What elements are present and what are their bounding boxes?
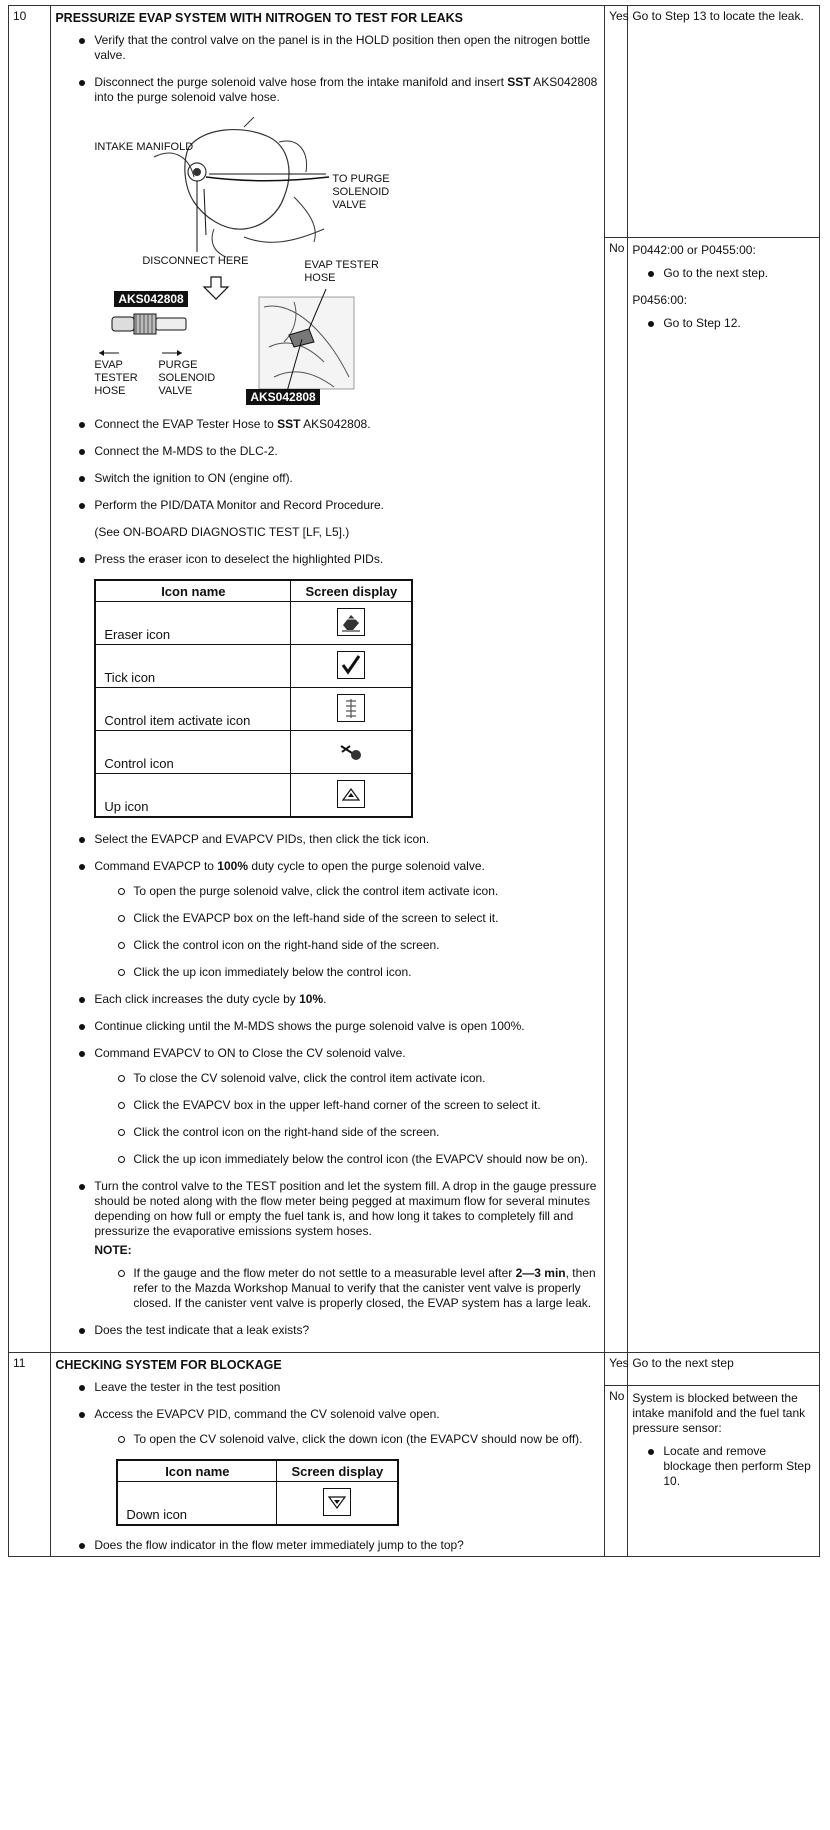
tick-icon	[337, 651, 365, 679]
label-evap-tester-hose-small: EVAP TESTER HOSE	[94, 359, 138, 397]
list-item: Turn the control valve to the TEST position and let the system fill. A drop in the gauge pressure should be noted along with the flow meter being pegged at maximum flow for several minutes depending on how full or empty the fuel tank is, and how long it takes to completely fill and pressurize the evaporative emissions system hoses. NOTE: If the gauge and the flow meter do not settle to a measurable level after 2—3 min, then refer to the Mazda Workshop Manual to verify that the canister vent valve is properly closed. If the canister vent valve is properly closed, the EVAP system has a large leak.	[77, 1179, 600, 1311]
step-10-list-c	[55, 552, 600, 567]
icon-name: Control item activate icon	[95, 688, 291, 731]
note-label: NOTE:	[94, 1243, 132, 1257]
icon-table-header-name: Icon name	[95, 580, 291, 602]
yes-result: Go to Step 13 to locate the leak.	[628, 6, 820, 238]
list-item: Select the EVAPCP and EVAPCV PIDs, then click the tick icon.	[77, 832, 600, 847]
list-item: Each click increases the duty cycle by 10%.	[77, 992, 600, 1007]
down-icon	[323, 1488, 351, 1516]
table-row	[95, 774, 412, 818]
icon-name: Control icon	[95, 731, 291, 774]
list-item: Connect the M-MDS to the DLC-2.	[77, 444, 600, 459]
icon-name: Up icon	[95, 774, 291, 818]
icon-table	[94, 579, 413, 818]
list-item: Access the EVAPCV PID, command the CV solenoid valve open. To open the CV solenoid valve, click the down icon (the EVAPCV should now be off). Icon name Screen display Down icon	[77, 1407, 600, 1526]
list-item: Locate and remove blockage then perform Step 10.	[646, 1444, 815, 1489]
table-row	[95, 731, 412, 774]
label-to-purge-valve: TO PURGE SOLENOID VALVE	[332, 173, 390, 211]
no-label: No	[605, 238, 628, 1353]
up-icon	[337, 780, 365, 808]
step-10-row-yes	[9, 6, 820, 238]
cp-sub-list	[94, 884, 600, 980]
sst-installation-figure	[94, 117, 600, 411]
no-code-1: P0442:00 or P0455:00:	[632, 243, 756, 257]
yes-result: Go to the next step	[628, 1353, 820, 1386]
list-item: Switch the ignition to ON (engine off).	[77, 471, 600, 486]
list-item: Verify that the control valve on the panel is in the HOLD position then open the nitrogen bottle valve.	[77, 33, 600, 63]
sub-list-item: If the gauge and the flow meter do not settle to a measurable level after 2—3 min, then refer to the Mazda Workshop Manual to verify that the canister vent valve is properly closed. If the canister vent valve is properly closed, the EVAP system has a large leak.	[116, 1266, 600, 1311]
table-row	[95, 645, 412, 688]
table-row	[95, 602, 412, 645]
no-result-text: System is blocked between the intake manifold and the fuel tank pressure sensor:	[632, 1391, 806, 1435]
label-disconnect-here: DISCONNECT HERE	[142, 255, 249, 267]
sub-list-item: Click the control icon on the right-hand side of the screen.	[116, 1125, 600, 1140]
sub-list-item: Click the up icon immediately below the control icon.	[116, 965, 600, 980]
list-item: Press the eraser icon to deselect the highlighted PIDs.	[77, 552, 600, 567]
icon-name: Down icon	[117, 1482, 277, 1526]
step-11-list	[55, 1380, 600, 1553]
no-result	[628, 238, 820, 1353]
list-item: Go to the next step.	[646, 266, 815, 281]
label-intake-manifold: INTAKE MANIFOLD	[94, 141, 194, 153]
sub-list-item: Click the EVAPCV box in the upper left-hand corner of the screen to select it.	[116, 1098, 600, 1113]
diagnostic-table	[8, 5, 820, 1557]
sub-list-item: To close the CV solenoid valve, click the control item activate icon.	[116, 1071, 600, 1086]
eraser-icon	[337, 608, 365, 636]
step-title: PRESSURIZE EVAP SYSTEM WITH NITROGEN TO TEST FOR LEAKS	[55, 11, 464, 25]
list-item: Command EVAPCP to 100% duty cycle to open the purge solenoid valve. To open the purge solenoid valve, click the control item activate icon. Click the EVAPCP box on the left-hand side of the screen to select it. Click the control icon on the right-hand side of the screen. Click the up icon immediately below the control icon.	[77, 859, 600, 980]
see-reference: (See ON-BOARD DIAGNOSTIC TEST [LF, L5].)	[94, 525, 350, 539]
step-number: 11	[9, 1353, 51, 1557]
label-purge-solenoid-valve: PURGE SOLENOID VALVE	[158, 359, 216, 397]
no-code-2: P0456:00:	[632, 293, 688, 307]
step-11-action	[51, 1353, 605, 1557]
down-icon-table	[116, 1459, 399, 1526]
icon-name: Eraser icon	[95, 602, 291, 645]
list-item: Perform the PID/DATA Monitor and Record Procedure.	[77, 498, 600, 513]
icon-table-header-display: Screen display	[277, 1460, 399, 1482]
yes-label: Yes	[605, 6, 628, 238]
control-icon	[337, 737, 365, 765]
sst-tag-bottom: AKS042808	[246, 389, 319, 405]
list-item: Disconnect the purge solenoid valve hose from the intake manifold and insert SST AKS042808 into the purge solenoid valve hose.	[77, 75, 600, 105]
yes-label: Yes	[605, 1353, 628, 1386]
step-11-row-yes	[9, 1353, 820, 1386]
sub-list-item: To open the CV solenoid valve, click the down icon (the EVAPCV should now be off).	[116, 1432, 600, 1447]
sub-list-item: Click the EVAPCP box on the left-hand side of the screen to select it.	[116, 911, 600, 926]
control-item-activate-icon	[337, 694, 365, 722]
icon-table-header-name: Icon name	[117, 1460, 277, 1482]
list-item: Continue clicking until the M-MDS shows the purge solenoid valve is open 100%.	[77, 1019, 600, 1034]
note-list	[94, 1266, 600, 1311]
step-10-action	[51, 6, 605, 1353]
step-10-list-b	[55, 417, 600, 513]
sub-list-item: Click the control icon on the right-hand side of the screen.	[116, 938, 600, 953]
label-evap-tester-hose: EVAP TESTER HOSE	[304, 259, 379, 284]
no-label: No	[605, 1386, 628, 1557]
no-result	[628, 1386, 820, 1557]
list-item: Does the flow indicator in the flow meter immediately jump to the top?	[77, 1538, 600, 1553]
step-title: CHECKING SYSTEM FOR BLOCKAGE	[55, 1358, 282, 1372]
step-number: 10	[9, 6, 51, 1353]
sst-tag: AKS042808	[114, 291, 187, 307]
sub-list-item: To open the purge solenoid valve, click the control item activate icon.	[116, 884, 600, 899]
list-item: Command EVAPCV to ON to Close the CV solenoid valve. To close the CV solenoid valve, click the control item activate icon. Click the EVAPCV box in the upper left-hand corner of the screen to select it. Click the control icon on the right-hand side of the screen. Click the up icon immediately below the control icon (the EVAPCV should now be on).	[77, 1046, 600, 1167]
list-item: Go to Step 12.	[646, 316, 815, 331]
list-item: Leave the tester in the test position	[77, 1380, 600, 1395]
cv-sub-list	[94, 1071, 600, 1167]
icon-name: Tick icon	[95, 645, 291, 688]
list-item: Connect the EVAP Tester Hose to SST AKS042808.	[77, 417, 600, 432]
step-10-list-d	[55, 832, 600, 1338]
step-11-sub-list	[94, 1432, 600, 1447]
table-row	[117, 1482, 398, 1526]
step-10-list-a	[55, 33, 600, 105]
icon-table-header-display: Screen display	[291, 580, 413, 602]
table-row	[95, 688, 412, 731]
sub-list-item: Click the up icon immediately below the control icon (the EVAPCV should now be on).	[116, 1152, 600, 1167]
list-item: Does the test indicate that a leak exists?	[77, 1323, 600, 1338]
